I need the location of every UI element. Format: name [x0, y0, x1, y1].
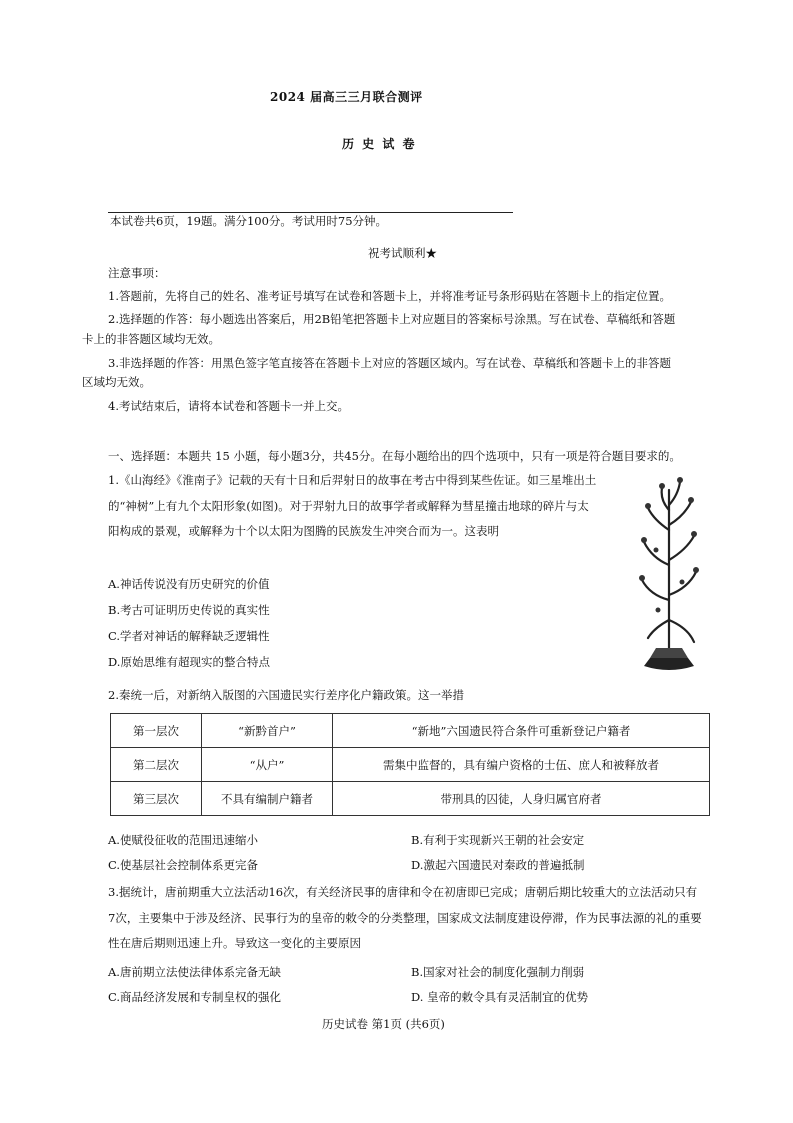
q2-option-d[interactable]: D.激起六国遗民对秦政的普遍抵制	[411, 858, 585, 872]
q3-option-c[interactable]: C.商品经济发展和专制皇权的强化	[108, 990, 282, 1004]
q2-household-table	[110, 713, 710, 816]
q3-stem-line-2: 7次，主要集中于涉及经济、民事行为的皇帝的敕令的分类整理，国家成文法制度建设停滞，作为民事法源的礼的重要	[108, 911, 702, 925]
page-footer: 历史试卷 第1页 (共6页)	[322, 1017, 445, 1031]
q1-stem-line-2: 的“神树”上有九个太阳形象(如图)。对于羿射九日的故事学者或解释为彗星撞击地球的碎片与太	[108, 499, 589, 513]
table-cell: 第一层次	[111, 714, 202, 748]
q3-option-a[interactable]: A.唐前期立法使法律体系完备无缺	[108, 965, 281, 979]
q2-option-c[interactable]: C.使基层社会控制体系更完备	[108, 858, 259, 872]
q3-stem-line-1: 3.据统计，唐前期重大立法活动16次，有关经济民事的唐律和令在初唐即已完成；唐朝后期比较重大的立法活动只有	[108, 885, 698, 899]
q1-stem-line-1: 1.《山海经》《淮南子》记载的天有十日和后羿射日的故事在考古中得到某些佐证。如三星堆出土	[108, 473, 597, 487]
bronze-sacred-tree-image	[636, 470, 702, 670]
table-cell: 不具有编制户籍者	[202, 782, 333, 816]
table-cell: 带刑具的囚徒，人身归属官府者	[333, 782, 710, 816]
q2-option-b[interactable]: B.有利于实现新兴王朝的社会安定	[411, 833, 585, 847]
section-heading: 一、选择题：本题共 15 小题，每小题3分，共45分。在每小题给出的四个选项中，只有一项是符合题目要求的。	[108, 449, 681, 463]
q1-option-b[interactable]: B.考古可证明历史传说的真实性	[108, 603, 270, 617]
table-cell: 第二层次	[111, 748, 202, 782]
table-cell: “从户”	[202, 748, 333, 782]
table-row	[111, 782, 710, 816]
note-4: 4.考试结束后，请将本试卷和答题卡一并上交。	[108, 399, 349, 413]
q3-stem-line-3: 性在唐后期则迅速上升。导致这一变化的主要原因	[108, 936, 361, 950]
q1-option-a[interactable]: A.神话传说没有历史研究的价值	[108, 577, 270, 591]
note-1: 1.答题前，先将自己的姓名、准考证号填写在试卷和答题卡上，并将准考证号条形码贴在答题卡上的指定位置。	[108, 289, 671, 303]
q1-stem-line-3: 阳构成的景观，或解释为十个以太阳为图腾的民族发生冲突合而为一。这表明	[108, 524, 499, 538]
note-3-line-1: 3.非选择题的作答：用黑色签字笔直接答在答题卡上对应的答题区域内。写在试卷、草稿纸和答题卡上的非答题	[108, 356, 671, 370]
q1-option-d[interactable]: D.原始思维有超现实的整合特点	[108, 655, 270, 669]
notes-heading: 注意事项：	[108, 266, 166, 280]
subject-title: 历 史 试 卷	[342, 137, 417, 151]
note-3-line-2: 区域均无效。	[82, 375, 151, 389]
q2-stem: 2.秦统一后，对新纳入版图的六国遗民实行差序化户籍政策。这一举措	[108, 688, 464, 702]
table-row	[111, 714, 710, 748]
q1-option-c[interactable]: C.学者对神话的解释缺乏逻辑性	[108, 629, 270, 643]
note-2-line-2: 卡上的非答题区域均无效。	[82, 332, 220, 346]
exam-info: 本试卷共6页，19题。满分100分。考试用时75分钟。	[110, 214, 388, 228]
note-2-line-1: 2.选择题的作答：每小题选出答案后，用2B铅笔把答题卡上对应题目的答案标号涂黑。写在试卷、草稿纸和答题	[108, 312, 676, 326]
table-cell: “新地”六国遗民符合条件可重新登记户籍者	[333, 714, 710, 748]
exam-title: 2024 届高三三月联合测评	[270, 90, 423, 104]
table-row	[111, 748, 710, 782]
q2-option-a[interactable]: A.使赋役征收的范围迅速缩小	[108, 833, 258, 847]
table-cell: 第三层次	[111, 782, 202, 816]
table-cell: “新黔首户”	[202, 714, 333, 748]
q3-option-d[interactable]: D. 皇帝的敕令具有灵活制宜的优势	[411, 990, 589, 1004]
good-luck-text: 祝考试顺利★	[368, 246, 437, 260]
q3-option-b[interactable]: B.国家对社会的制度化强制力削弱	[411, 965, 585, 979]
table-cell: 需集中监督的，具有编户资格的士伍、庶人和被释放者	[333, 748, 710, 782]
